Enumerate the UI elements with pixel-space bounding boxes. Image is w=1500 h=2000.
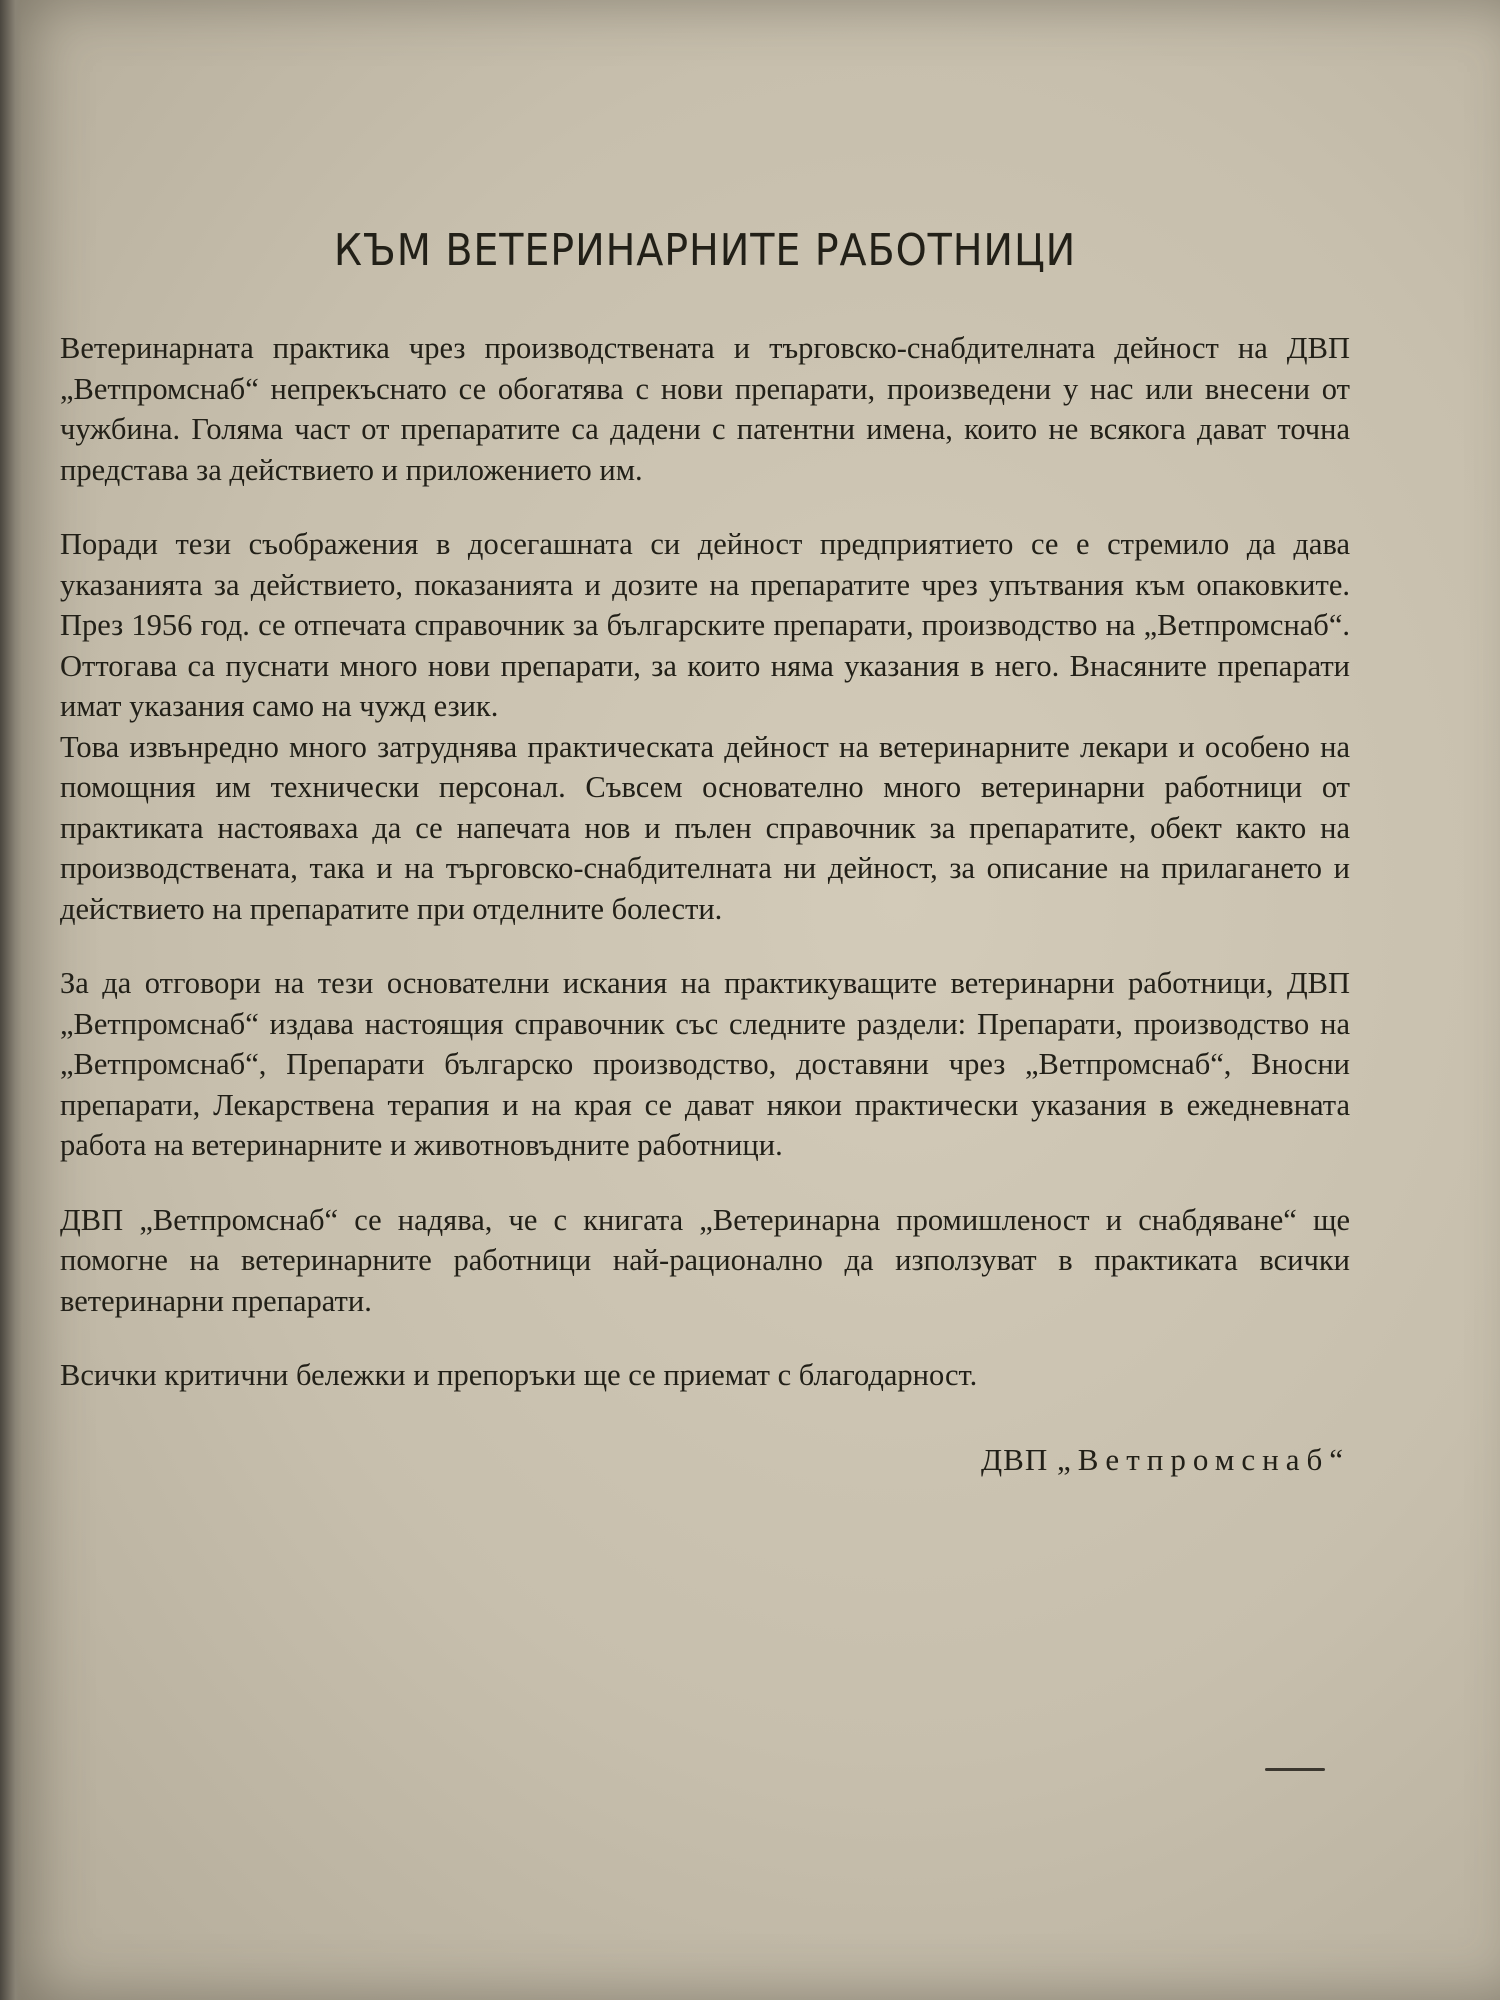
paragraph-6: Всички критични бележки и препоръки ще се приемат с благодарност. (60, 1358, 978, 1392)
signature-prefix: ДВП (981, 1441, 1049, 1477)
pencil-mark (1265, 1768, 1325, 1771)
paragraph-4: За да отговори на тези основателни искания на практикуващите ветеринарни работници, ДВП „Ветпромснаб“ издава настоящия справочник със следните раздели: Препарати, производство на „Ветпромснаб“, Препарати българско производство, доставяни чрез „Ветпромснаб“, Вносни препарати, Лекарствена терапия и на края се дават някои практически указания в ежедневната работа на ветеринарните и животновъдните работници. (60, 966, 1350, 1162)
paragraph-1: Ветеринарната практика чрез производствената и търговско-снабдителната дейност на ДВП „Ветпромснаб“ непрекъснато се обогатява с нови препарати, произведени у нас или внесени от чужбина. Голяма част от препаратите са дадени с патентни имена, които не всякога дават точна представа за действието и приложението им. (60, 331, 1350, 487)
page-title: КЪМ ВЕТЕРИНАРНИТЕ РАБОТНИЦИ (333, 225, 1077, 276)
paragraph-2: Поради тези съображения в досегашната си дейност предприятието се е стремило да дава указанията за действието, показанията и дозите на препаратите чрез упътвания към опаковките. През 1956 год. се отпечата справочник за българските препарати, производство на „Ветпромснаб“. Оттогава са пуснати много нови препарати, за които няма указания в него. Внасяните препарати имат указания само на чужд език. (60, 527, 1350, 723)
paragraph-5: ДВП „Ветпромснаб“ се надява, че с книгата „Ветеринарна промишленост и снабдяване“ ще помогне на ветеринарните работници най-рационално да използуват в практиката всички ветеринарни препарати. (60, 1202, 1350, 1318)
paragraph-3: Това извънредно много затруднява практическата дейност на ветеринарните лекари и особено на помощния им технически персонал. Съвсем основателно много ветеринарни работници от практиката настояваха да се напечата нов и пълен справочник за препаратите, обект както на производствената, така и на търговско-снабдителната ни дейност, за описание на прилагането и действието на препаратите при отделните болести. (60, 729, 1350, 926)
signature-name: „Ветпромснаб“ (1057, 1441, 1350, 1477)
book-spine-shadow (0, 0, 22, 2000)
page-content (60, 225, 1350, 1478)
signature (60, 1442, 1350, 1478)
